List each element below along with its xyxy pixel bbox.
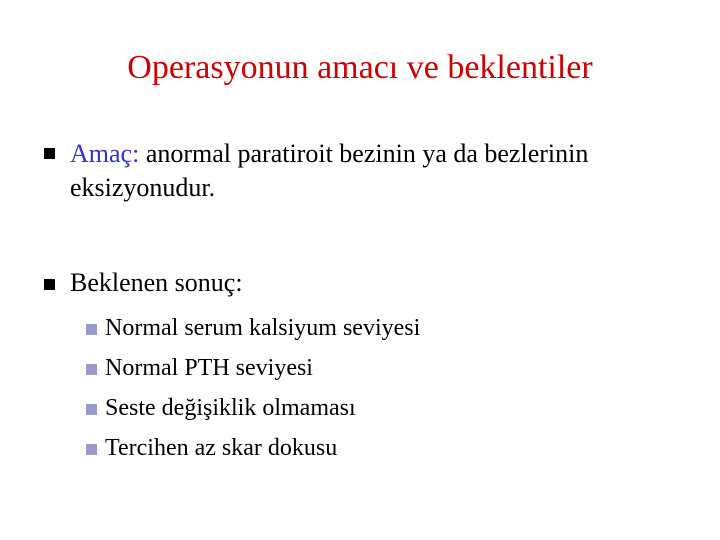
sub-bullet-text: Normal PTH seviyesi <box>105 355 313 381</box>
bullet-body-amac: anormal paratiroit bezinin ya da bezlerinin eksizyonudur. <box>70 139 589 202</box>
sub-bullet-item <box>86 431 646 471</box>
square-bullet-icon <box>86 404 97 415</box>
square-bullet-icon <box>44 279 55 290</box>
sub-bullet-text: Seste değişiklik olmaması <box>105 395 356 421</box>
bullet-label-beklenen-sonuc: Beklenen sonuç: <box>70 268 243 297</box>
sub-bullet-item <box>86 391 646 431</box>
sub-bullet-text: Normal serum kalsiyum seviyesi <box>105 315 421 341</box>
square-bullet-icon <box>86 444 97 455</box>
square-bullet-icon <box>86 364 97 375</box>
slide-title: Operasyonun amacı ve beklentiler <box>127 49 593 86</box>
sub-bullet-item <box>86 311 646 351</box>
square-bullet-icon <box>44 148 55 159</box>
square-bullet-icon <box>86 324 97 335</box>
sub-bullet-item <box>86 351 646 391</box>
sub-bullet-list <box>86 311 646 471</box>
sub-bullet-text: Tercihen az skar dokusu <box>105 435 338 461</box>
bullet-label-amac: Amaç: <box>70 139 140 168</box>
bullet-text <box>70 137 670 205</box>
